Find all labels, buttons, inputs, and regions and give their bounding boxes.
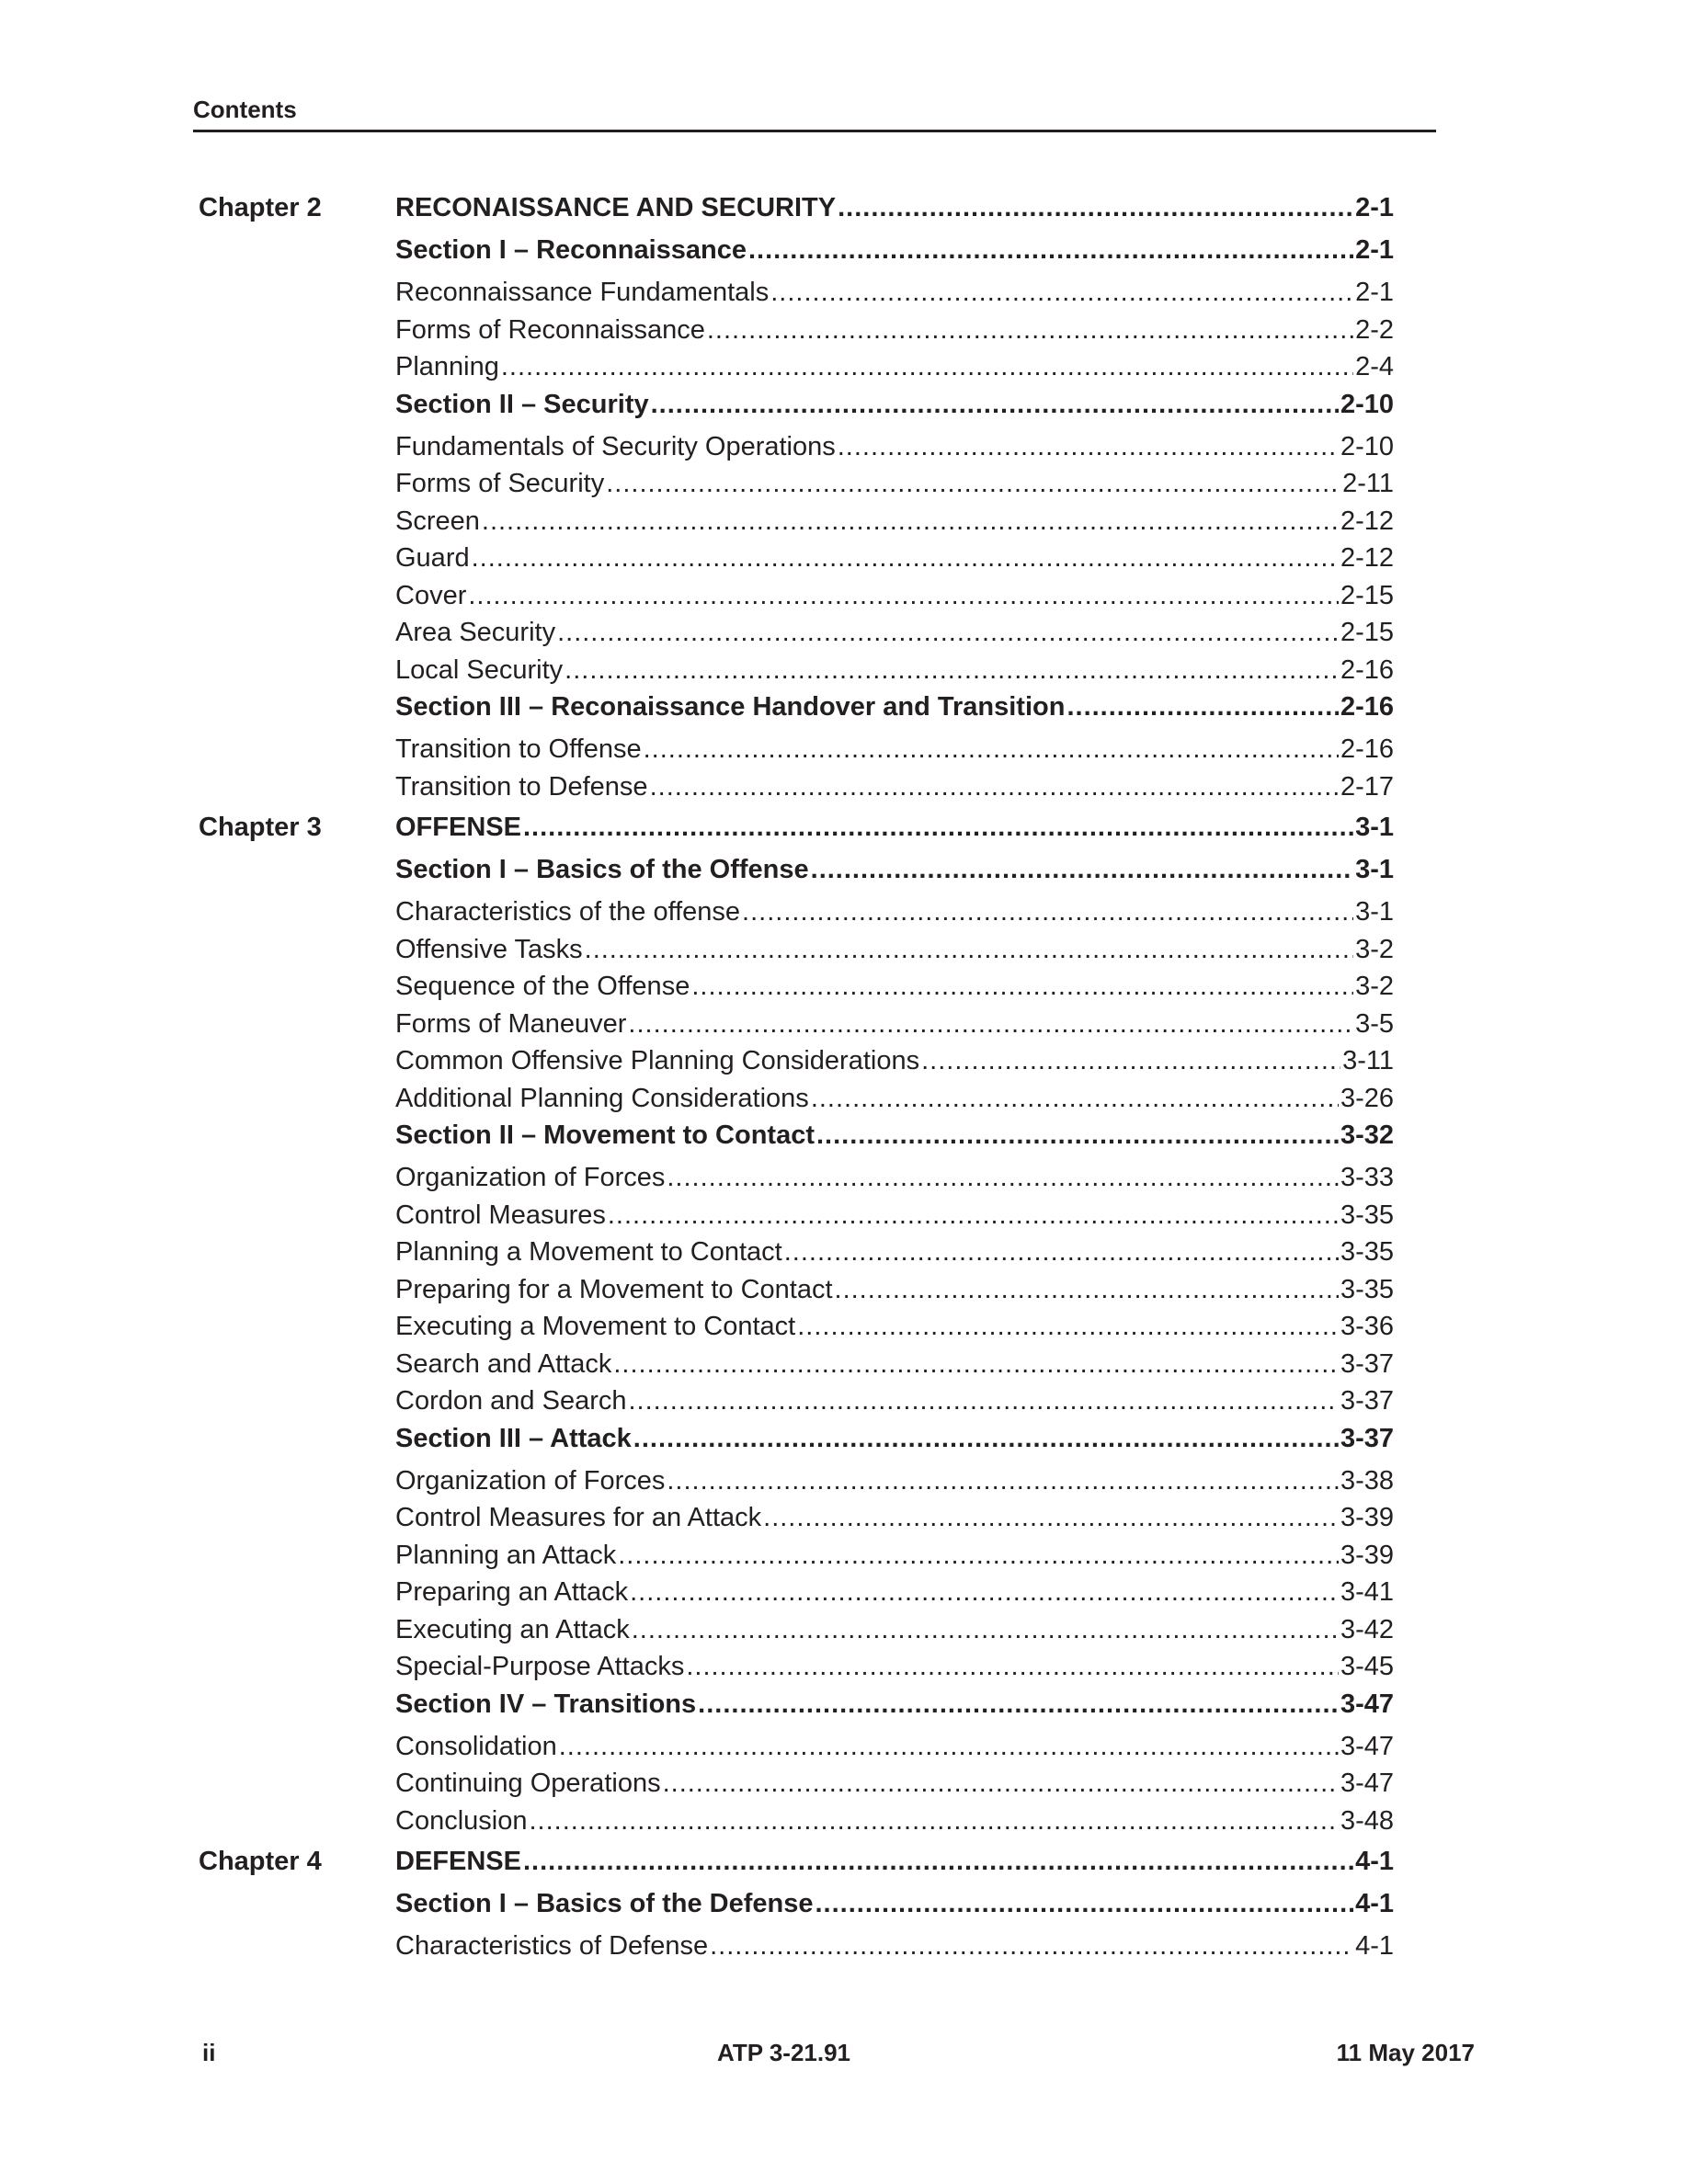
toc-entry-title: Section III – Reconaissance Handover and Transition <box>395 692 1066 722</box>
toc-entry-row[interactable] <box>395 1237 1394 1275</box>
toc-entry-page: 2-17 <box>1340 771 1394 802</box>
toc-section-row[interactable] <box>395 1689 1394 1732</box>
toc-entry-title: OFFENSE <box>395 813 521 842</box>
dot-leader <box>686 1652 1339 1682</box>
dot-leader <box>613 1349 1339 1380</box>
toc-entry-title: Planning a Movement to Contact <box>395 1237 782 1267</box>
toc-entry-page: 3-35 <box>1340 1200 1394 1230</box>
dot-leader <box>707 315 1353 346</box>
toc-entry-row[interactable] <box>395 1163 1394 1200</box>
dot-leader <box>835 1275 1339 1305</box>
toc-entry-page: 3-5 <box>1355 1008 1394 1039</box>
toc-entry-page: 3-33 <box>1340 1163 1394 1192</box>
toc-entry-title: Preparing for a Movement to Contact <box>395 1274 833 1304</box>
toc-entry-title: Forms of Reconnaissance <box>395 314 705 345</box>
dot-leader <box>630 1577 1339 1608</box>
header-title: Contents <box>193 96 297 123</box>
toc-entry-page: 2-1 <box>1355 235 1394 265</box>
toc-entry-title: Executing an Attack <box>395 1614 630 1644</box>
toc-entry-page: 2-1 <box>1355 278 1394 307</box>
toc-entry-page: 2-15 <box>1340 580 1394 610</box>
toc-entry-title: Forms of Maneuver <box>395 1008 627 1039</box>
dot-leader <box>811 855 1353 885</box>
toc-entry-row[interactable] <box>395 972 1394 1009</box>
toc-entry-row[interactable] <box>395 1275 1394 1313</box>
toc-entry-page: 3-32 <box>1340 1120 1394 1150</box>
dot-leader <box>1066 692 1339 722</box>
chapter-label: Chapter 2 <box>199 193 322 222</box>
dot-leader <box>667 1466 1339 1496</box>
toc-entry-row[interactable] <box>395 1732 1394 1769</box>
toc-entry-row[interactable] <box>395 432 1394 470</box>
toc-entry-title: Area Security <box>395 618 556 647</box>
toc-section-row[interactable] <box>395 855 1394 897</box>
toc-entry-row[interactable] <box>395 1009 1394 1047</box>
toc-entry-row[interactable] <box>395 581 1394 619</box>
toc-entry-page: 3-47 <box>1340 1769 1394 1798</box>
table-of-contents <box>199 193 1394 1969</box>
chapter-entries <box>395 1847 1394 1969</box>
toc-entry-page: 2-11 <box>1342 469 1394 498</box>
toc-entry-page: 3-37 <box>1340 1386 1394 1416</box>
dot-leader <box>608 1200 1339 1231</box>
toc-entry-page: 3-39 <box>1340 1503 1394 1532</box>
toc-chapter-title-row[interactable] <box>395 193 1394 235</box>
toc-entry-row[interactable] <box>395 1084 1394 1121</box>
toc-entry-page: 2-10 <box>1340 389 1394 419</box>
dot-leader <box>482 506 1339 537</box>
toc-entry-title: Characteristics of Defense <box>395 1931 709 1961</box>
dot-leader <box>763 1503 1339 1533</box>
toc-entry-page: 4-1 <box>1355 1931 1394 1961</box>
dot-leader <box>585 935 1353 965</box>
toc-entry-page: 4-1 <box>1355 1889 1394 1918</box>
footer-date: 11 May 2017 <box>1336 2039 1475 2066</box>
toc-chapter <box>199 193 1394 809</box>
dot-leader <box>606 469 1340 499</box>
dot-leader <box>698 1689 1339 1720</box>
dot-leader <box>633 1424 1339 1454</box>
dot-leader <box>559 1732 1339 1762</box>
toc-entry-row[interactable] <box>395 935 1394 973</box>
chapter-entries <box>395 193 1394 809</box>
page-header <box>193 96 1436 132</box>
dot-leader <box>838 432 1339 462</box>
toc-section-row[interactable] <box>395 1889 1394 1931</box>
dot-leader <box>811 1084 1339 1114</box>
toc-entry-title: Characteristics of the offense <box>395 897 741 927</box>
toc-entry-page: 3-42 <box>1340 1614 1394 1644</box>
toc-entry-page: 3-35 <box>1340 1274 1394 1304</box>
toc-chapter <box>199 1847 1394 1969</box>
dot-leader <box>650 772 1339 802</box>
toc-entry-row[interactable] <box>395 1931 1394 1969</box>
toc-entry-title: DEFENSE <box>395 1847 521 1876</box>
toc-entry-title: Preparing an Attack <box>395 1577 629 1607</box>
toc-entry-row[interactable] <box>395 1466 1394 1504</box>
toc-entry-row[interactable] <box>395 1046 1394 1084</box>
dot-leader <box>472 543 1339 574</box>
toc-entry-page: 3-37 <box>1340 1348 1394 1379</box>
toc-entry-title: Fundamentals of Security Operations <box>395 431 836 461</box>
toc-entry-page: 3-48 <box>1340 1805 1394 1836</box>
toc-entry-title: Section I – Basics of the Defense <box>395 1889 814 1918</box>
toc-entry-row[interactable] <box>395 1386 1394 1424</box>
toc-entry-page: 3-38 <box>1340 1465 1394 1496</box>
toc-entry-page: 3-1 <box>1355 813 1394 842</box>
toc-entry-title: Conclusion <box>395 1805 528 1836</box>
toc-entry-row[interactable] <box>395 352 1394 390</box>
toc-entry-title: RECONAISSANCE AND SECURITY <box>395 193 837 222</box>
toc-section-row[interactable] <box>395 1120 1394 1163</box>
toc-entry-page: 2-12 <box>1340 543 1394 573</box>
toc-entry-title: Executing a Movement to Contact <box>395 1312 796 1341</box>
toc-entry-title: Cover <box>395 580 467 610</box>
chapter-entries <box>395 813 1394 1843</box>
dot-leader <box>921 1046 1340 1076</box>
toc-entry-row[interactable] <box>395 543 1394 581</box>
toc-entry-title: Common Offensive Planning Considerations <box>395 1046 920 1075</box>
toc-entry-page: 2-2 <box>1355 314 1394 345</box>
toc-entry-row[interactable] <box>395 1200 1394 1238</box>
toc-entry-page: 3-45 <box>1340 1652 1394 1681</box>
toc-entry-row[interactable] <box>395 655 1394 693</box>
toc-entry-page: 2-16 <box>1340 654 1394 685</box>
toc-entry-title: Local Security <box>395 654 564 685</box>
dot-leader <box>629 1386 1339 1416</box>
toc-entry-title: Search and Attack <box>395 1348 612 1379</box>
toc-entry-row[interactable] <box>395 1541 1394 1578</box>
dot-leader <box>468 581 1339 611</box>
toc-chapter-title-row[interactable] <box>395 1847 1394 1889</box>
toc-entry-title: Section III – Attack <box>395 1423 632 1453</box>
dot-leader <box>667 1163 1339 1193</box>
toc-entry-title: Control Measures for an Attack <box>395 1503 762 1532</box>
toc-entry-page: 2-12 <box>1340 506 1394 536</box>
dot-leader <box>529 1806 1338 1837</box>
dot-leader <box>565 655 1339 686</box>
toc-entry-title: Sequence of the Offense <box>395 972 690 1001</box>
toc-entry-row[interactable] <box>395 772 1394 810</box>
dot-leader <box>644 734 1339 765</box>
toc-entry-page: 3-47 <box>1340 1731 1394 1761</box>
dot-leader <box>816 1120 1339 1151</box>
toc-entry-page: 4-1 <box>1355 1847 1394 1876</box>
toc-entry-title: Special-Purpose Attacks <box>395 1652 685 1681</box>
toc-entry-title: Section IV – Transitions <box>395 1689 697 1719</box>
toc-entry-page: 3-35 <box>1340 1237 1394 1267</box>
toc-section-row[interactable] <box>395 235 1394 278</box>
dot-leader <box>784 1237 1339 1268</box>
footer-publication: ATP 3-21.91 <box>717 2039 851 2066</box>
toc-entry-page: 3-11 <box>1342 1046 1394 1075</box>
toc-entry-title: Transition to Defense <box>395 771 648 802</box>
toc-entry-page: 2-1 <box>1355 193 1394 222</box>
dot-leader <box>523 813 1353 843</box>
toc-entry-row[interactable] <box>395 278 1394 315</box>
toc-entry-page: 3-36 <box>1340 1312 1394 1341</box>
dot-leader <box>815 1889 1353 1919</box>
toc-entry-page: 2-15 <box>1340 618 1394 647</box>
toc-entry-page: 3-2 <box>1355 934 1394 964</box>
dot-leader <box>632 1615 1339 1645</box>
toc-entry-title: Screen <box>395 506 480 536</box>
toc-entry-row[interactable] <box>395 897 1394 935</box>
toc-entry-page: 3-1 <box>1355 897 1394 927</box>
toc-entry-page: 2-4 <box>1355 352 1394 381</box>
dot-leader <box>742 897 1353 927</box>
toc-entry-title: Organization of Forces <box>395 1465 666 1496</box>
toc-entry-page: 2-16 <box>1340 734 1394 764</box>
toc-entry-title: Control Measures <box>395 1200 606 1230</box>
toc-entry-row[interactable] <box>395 1769 1394 1806</box>
toc-section-row[interactable] <box>395 390 1394 432</box>
toc-entry-title: Section I – Basics of the Offense <box>395 855 809 884</box>
toc-entry-title: Section I – Reconnaissance <box>395 235 747 265</box>
toc-entry-row[interactable] <box>395 506 1394 544</box>
toc-entry-title: Organization of Forces <box>395 1163 666 1192</box>
toc-entry-row[interactable] <box>395 618 1394 655</box>
toc-entry-row[interactable] <box>395 469 1394 506</box>
dot-leader <box>651 390 1339 420</box>
toc-entry-page: 2-16 <box>1340 692 1394 722</box>
toc-entry-title: Planning <box>395 352 499 381</box>
toc-entry-page: 3-47 <box>1340 1689 1394 1719</box>
dot-leader <box>663 1769 1339 1799</box>
toc-entry-title: Reconnaissance Fundamentals <box>395 278 770 307</box>
dot-leader <box>523 1847 1353 1877</box>
toc-entry-title: Guard <box>395 543 470 573</box>
toc-entry-title: Consolidation <box>395 1731 557 1761</box>
chapter-label: Chapter 4 <box>199 1847 322 1876</box>
dot-leader <box>838 193 1353 223</box>
toc-entry-page: 3-39 <box>1340 1540 1394 1570</box>
dot-leader <box>710 1931 1353 1962</box>
dot-leader <box>748 235 1353 266</box>
toc-entry-title: Cordon and Search <box>395 1386 627 1416</box>
toc-entry-title: Section II – Security <box>395 389 649 419</box>
toc-entry-row[interactable] <box>395 1577 1394 1615</box>
toc-chapter-title-row[interactable] <box>395 813 1394 855</box>
toc-entry-title: Forms of Security <box>395 469 605 498</box>
toc-entry-row[interactable] <box>395 1615 1394 1653</box>
toc-chapter <box>199 813 1394 1843</box>
toc-entry-page: 3-1 <box>1355 855 1394 884</box>
toc-section-row[interactable] <box>395 1424 1394 1466</box>
toc-entry-row[interactable] <box>395 1312 1394 1349</box>
dot-leader <box>501 352 1353 382</box>
toc-entry-page: 3-2 <box>1355 972 1394 1001</box>
toc-entry-row[interactable] <box>395 1349 1394 1387</box>
dot-leader <box>628 1009 1353 1040</box>
dot-leader <box>797 1312 1339 1342</box>
toc-entry-title: Continuing Operations <box>395 1769 661 1798</box>
toc-entry-row[interactable] <box>395 1806 1394 1844</box>
toc-entry-title: Section II – Movement to Contact <box>395 1120 815 1150</box>
toc-entry-row[interactable] <box>395 1652 1394 1689</box>
toc-entry-row[interactable] <box>395 734 1394 772</box>
toc-entry-page: 2-10 <box>1340 431 1394 461</box>
toc-entry-row[interactable] <box>395 315 1394 353</box>
toc-entry-page: 3-41 <box>1340 1577 1394 1607</box>
dot-leader <box>557 618 1339 648</box>
dot-leader <box>770 278 1353 308</box>
toc-entry-title: Additional Planning Considerations <box>395 1083 809 1113</box>
toc-entry-row[interactable] <box>395 1503 1394 1541</box>
footer-page-number: ii <box>202 2039 216 2066</box>
toc-entry-page: 3-37 <box>1340 1423 1394 1453</box>
toc-section-row[interactable] <box>395 692 1394 734</box>
toc-entry-title: Offensive Tasks <box>395 934 583 964</box>
toc-entry-page: 3-26 <box>1340 1083 1394 1113</box>
toc-entry-title: Planning an Attack <box>395 1540 617 1570</box>
dot-leader <box>618 1541 1339 1571</box>
toc-entry-title: Transition to Offense <box>395 734 642 764</box>
chapter-label: Chapter 3 <box>199 813 322 842</box>
dot-leader <box>691 972 1353 1002</box>
